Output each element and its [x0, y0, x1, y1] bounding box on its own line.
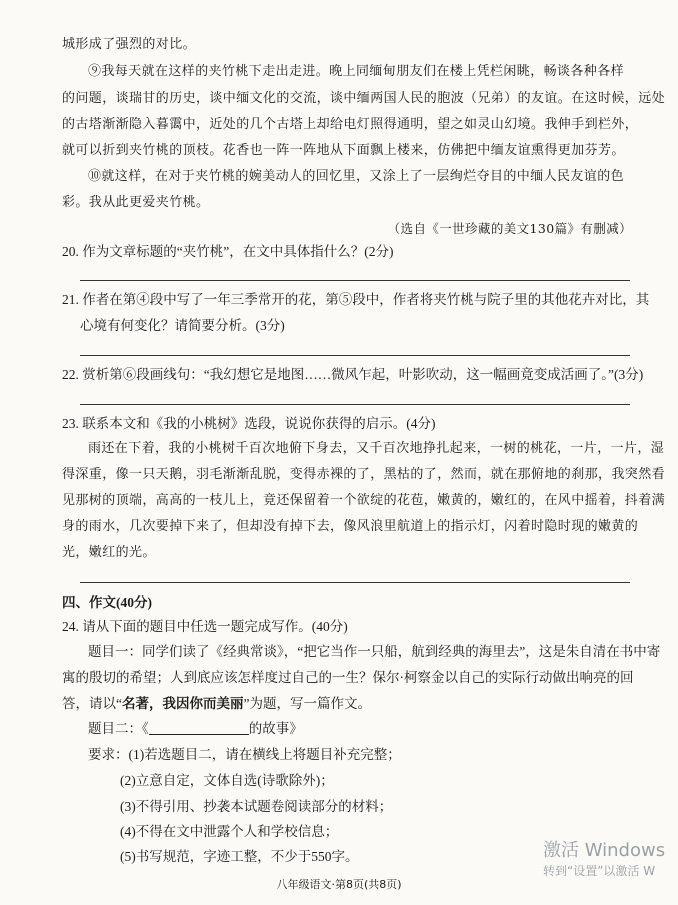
source-citation: （选自《一世珍藏的美文130篇》有删减） [387, 221, 632, 236]
topic-2-prefix: 题目二：《 [88, 721, 149, 736]
topic-1-line-3 [62, 695, 632, 713]
activation-watermark-title: 激活 Windows [543, 840, 666, 861]
para-10-line-2: 彩。我从此更爱夹竹桃。 [62, 195, 210, 210]
topic-2-blank [149, 721, 249, 735]
question-24: 24. 请从下面的题目中任选一题完成写作。(40分) [62, 619, 348, 634]
passage-line-0: 城形成了强烈的对比。 [62, 37, 197, 52]
excerpt-line-5: 光，嫩红的光。 [62, 545, 156, 560]
topic-1-prefix: 答，请以“ [62, 696, 122, 711]
requirements-intro: 要求：(1)若选题目二，请在横线上将题目补充完整； [88, 747, 401, 762]
question-20: 20. 作为文章标题的“夹竹桃”，在文中具体指什么？(2分) [62, 244, 394, 259]
question-21-line-1: 21. 作者在第④段中写了一年三季常开的花，第⑤段中，作者将夹竹桃与院子里的其他花卉对比，其 [62, 292, 650, 307]
answer-line-20 [80, 280, 630, 281]
requirement-5: (5)书写规范，字迹工整，不少于550字。 [120, 849, 359, 864]
excerpt-line-1: 雨还在下着，我的小桃树千百次地俯下身去，又千百次地挣扎起来，一树的桃花，一片，一片，湿 [88, 441, 665, 456]
answer-line-23 [80, 582, 630, 583]
activation-watermark-subtitle: 转到“设置”以激活 W [543, 864, 656, 878]
answer-line-21 [80, 355, 630, 356]
topic-1-line-2: 寓的殷切的希望；人到底应该怎样度过自己的一生？保尔·柯察金以自己的实际行动做出响亮的回 [62, 670, 634, 685]
topic-2-line [88, 720, 632, 738]
requirement-3: (3)不得引用、抄袭本试题卷阅读部分的材料； [120, 799, 393, 814]
topic-2-suffix: 的故事》 [248, 721, 303, 736]
requirement-4: (4)不得在文中泄露个人和学校信息； [120, 824, 339, 839]
page-footer: 八年级语文·第8页(共8页) [276, 878, 402, 891]
requirement-2: (2)立意自定，文体自选(诗歌除外)； [120, 773, 334, 788]
question-23: 23. 联系本文和《我的小桃树》选段，说说你获得的启示。(4分) [62, 416, 436, 431]
answer-line-22 [80, 404, 630, 405]
question-22: 22. 赏析第⑥段画线句：“我幻想它是地图……微风乍起，叶影吹动，这一幅画竟变成活画了。”(3分) [62, 367, 644, 382]
excerpt-line-3: 见那树的顶端，高高的一枝儿上，竟还保留着一个欲绽的花苞，嫩黄的，嫩红的，在风中摇着，抖着满 [62, 493, 666, 508]
para-9-line-3: 的古塔渐渐隐入暮霭中，近处的几个古塔上却给电灯照得通明，望之如灵山幻境。我伸手到栏外， [62, 117, 639, 132]
para-9-line-2: 的问题，谈瑞甘的历史，谈中缅文化的交流，谈中缅两国人民的胞波（兄弟）的友谊。在这时候，远处 [62, 91, 666, 106]
topic-1-suffix: ”为题，写一篇作文。 [243, 696, 371, 711]
para-9-line-1: ⑨我每天就在这样的夹竹桃下走出走进。晚上同缅甸朋友们在楼上凭栏闲眺，畅谈各种各样 [88, 64, 625, 79]
excerpt-line-4: 身的雨水，几次要掉下来了，但却没有掉下去，像风浪里航道上的指示灯，闪着时隐时现的嫩黄的 [62, 519, 639, 534]
question-21-line-2: 心境有何变化？请简要分析。(3分) [80, 318, 285, 333]
para-10-line-1: ⑩就这样，在对于夹竹桃的婉美动人的回忆里，又涂上了一层绚烂夺目的中缅人民友谊的色 [88, 169, 625, 184]
topic-1-line-1: 题目一：同学们读了《经典常谈》，“把它当作一只船，航到经典的海里去”，这是朱自清在书中寄 [88, 644, 661, 659]
composition-heading: 四、作文(40分) [62, 595, 152, 610]
topic-1-title: 名著，我因你而美丽 [122, 696, 244, 711]
para-9-line-4: 就可以折到夹竹桃的顶枝。花香也一阵一阵地从下面飘上楼来，仿佛把中缅友谊熏得更加芬芳。 [62, 143, 625, 158]
excerpt-line-2: 得深重，像一只天鹅，羽毛渐渐乱脱，变得赤裸的了，黑枯的了，然而，就在那俯地的刹那，我突然看 [62, 467, 666, 482]
